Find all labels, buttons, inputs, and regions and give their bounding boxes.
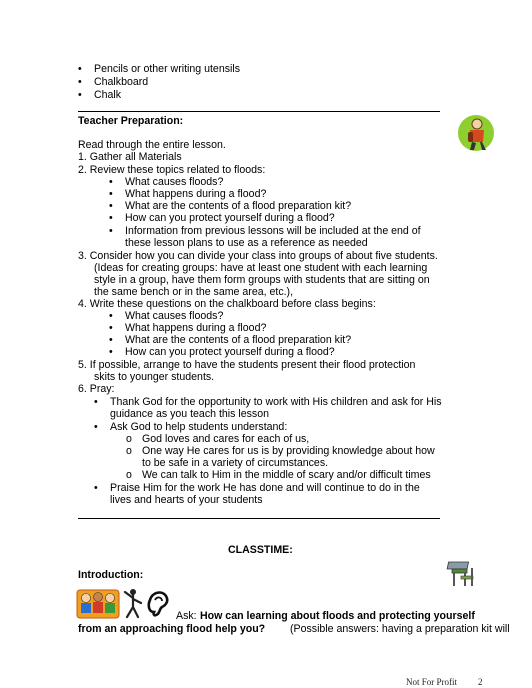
pray-item-continued: guidance as you teach this lesson — [110, 408, 270, 420]
circle-bullet: o — [126, 469, 132, 481]
materials-item: Chalkboard — [94, 76, 149, 88]
ask-label: Ask: — [176, 610, 197, 622]
prep-intro: Read through the entire lesson. — [78, 139, 226, 151]
bullet-dot: • — [109, 200, 113, 212]
section-divider — [78, 518, 440, 519]
bullet-dot: • — [78, 89, 82, 101]
prep-step: 6. Pray: — [78, 383, 115, 395]
bullet-dot: • — [109, 322, 113, 334]
possible-answers: (Possible answers: having a preparation kit will — [290, 623, 510, 635]
desk-icon — [444, 560, 476, 590]
sub-item: We can talk to Him in the middle of scary and/or difficult times — [142, 469, 431, 481]
topic-item: Information from previous lessons will be included at the end of — [125, 225, 421, 237]
pray-item-continued: lives and hearts of your students — [110, 494, 263, 506]
pray-item: Ask God to help students understand: — [110, 421, 288, 433]
prep-step-continued: skits to younger students. — [94, 371, 215, 383]
bullet-dot: • — [109, 212, 113, 224]
prep-step-continued: style in a group, have them form groups with students that are sitting on — [94, 274, 430, 286]
bullet-dot: • — [78, 76, 82, 88]
prep-step: 3. Consider how you can divide your class into groups of about five students. — [78, 250, 438, 262]
prep-step: 1. Gather all Materials — [78, 151, 182, 163]
prep-step: 5. If possible, arrange to have the students present their flood protection — [78, 359, 416, 371]
topic-item: What are the contents of a flood preparation kit? — [125, 200, 352, 212]
bullet-dot: • — [109, 310, 113, 322]
section-divider — [78, 111, 440, 112]
materials-item: Chalk — [94, 89, 122, 101]
topic-item: What happens during a flood? — [125, 188, 267, 200]
pray-item: Thank God for the opportunity to work with His children and ask for His — [110, 396, 442, 408]
bullet-dot: • — [109, 176, 113, 188]
prep-step-continued: (Ideas for creating groups: have at least one student with each learning — [94, 262, 428, 274]
teacher-icon — [456, 113, 496, 153]
question-item: What are the contents of a flood preparation kit? — [125, 334, 352, 346]
sub-item: God loves and cares for each of us, — [142, 433, 310, 445]
learning-styles-icon — [76, 586, 174, 620]
ask-question: How can learning about floods and protecting yourself — [200, 610, 475, 622]
bullet-dot: • — [109, 334, 113, 346]
question-item: What causes floods? — [125, 310, 224, 322]
page-number: 2 — [478, 677, 483, 687]
prep-step: 2. Review these topics related to floods: — [78, 164, 266, 176]
topic-item: What causes floods? — [125, 176, 224, 188]
bullet-dot: • — [94, 421, 98, 433]
circle-bullet: o — [126, 445, 132, 457]
topic-item-continued: these lesson plans to use as a reference as needed — [125, 237, 368, 249]
footer-text: Not For Profit — [406, 677, 458, 687]
ask-question-continued: from an approaching flood help you? — [78, 623, 266, 635]
materials-item: Pencils or other writing utensils — [94, 63, 241, 75]
sub-item-continued: to be safe in a variety of circumstances. — [142, 457, 329, 469]
classtime-heading: CLASSTIME: — [228, 544, 293, 556]
sub-item: One way He cares for us is by providing knowledge about how — [142, 445, 435, 457]
question-item: What happens during a flood? — [125, 322, 267, 334]
topic-item: How can you protect yourself during a flood? — [125, 212, 335, 224]
prep-step: 4. Write these questions on the chalkboard before class begins: — [78, 298, 376, 310]
bullet-dot: • — [109, 188, 113, 200]
section-heading: Teacher Preparation: — [78, 115, 184, 127]
bullet-dot: • — [109, 346, 113, 358]
bullet-dot: • — [109, 225, 113, 237]
bullet-dot: • — [94, 396, 98, 408]
bullet-dot: • — [78, 63, 82, 75]
bullet-dot: • — [94, 482, 98, 494]
introduction-heading: Introduction: — [78, 569, 144, 581]
prep-step-continued: the same bench or in the same area, etc.), — [94, 286, 294, 298]
question-item: How can you protect yourself during a flood? — [125, 346, 335, 358]
circle-bullet: o — [126, 433, 132, 445]
pray-item: Praise Him for the work He has done and will continue to do in the — [110, 482, 420, 494]
